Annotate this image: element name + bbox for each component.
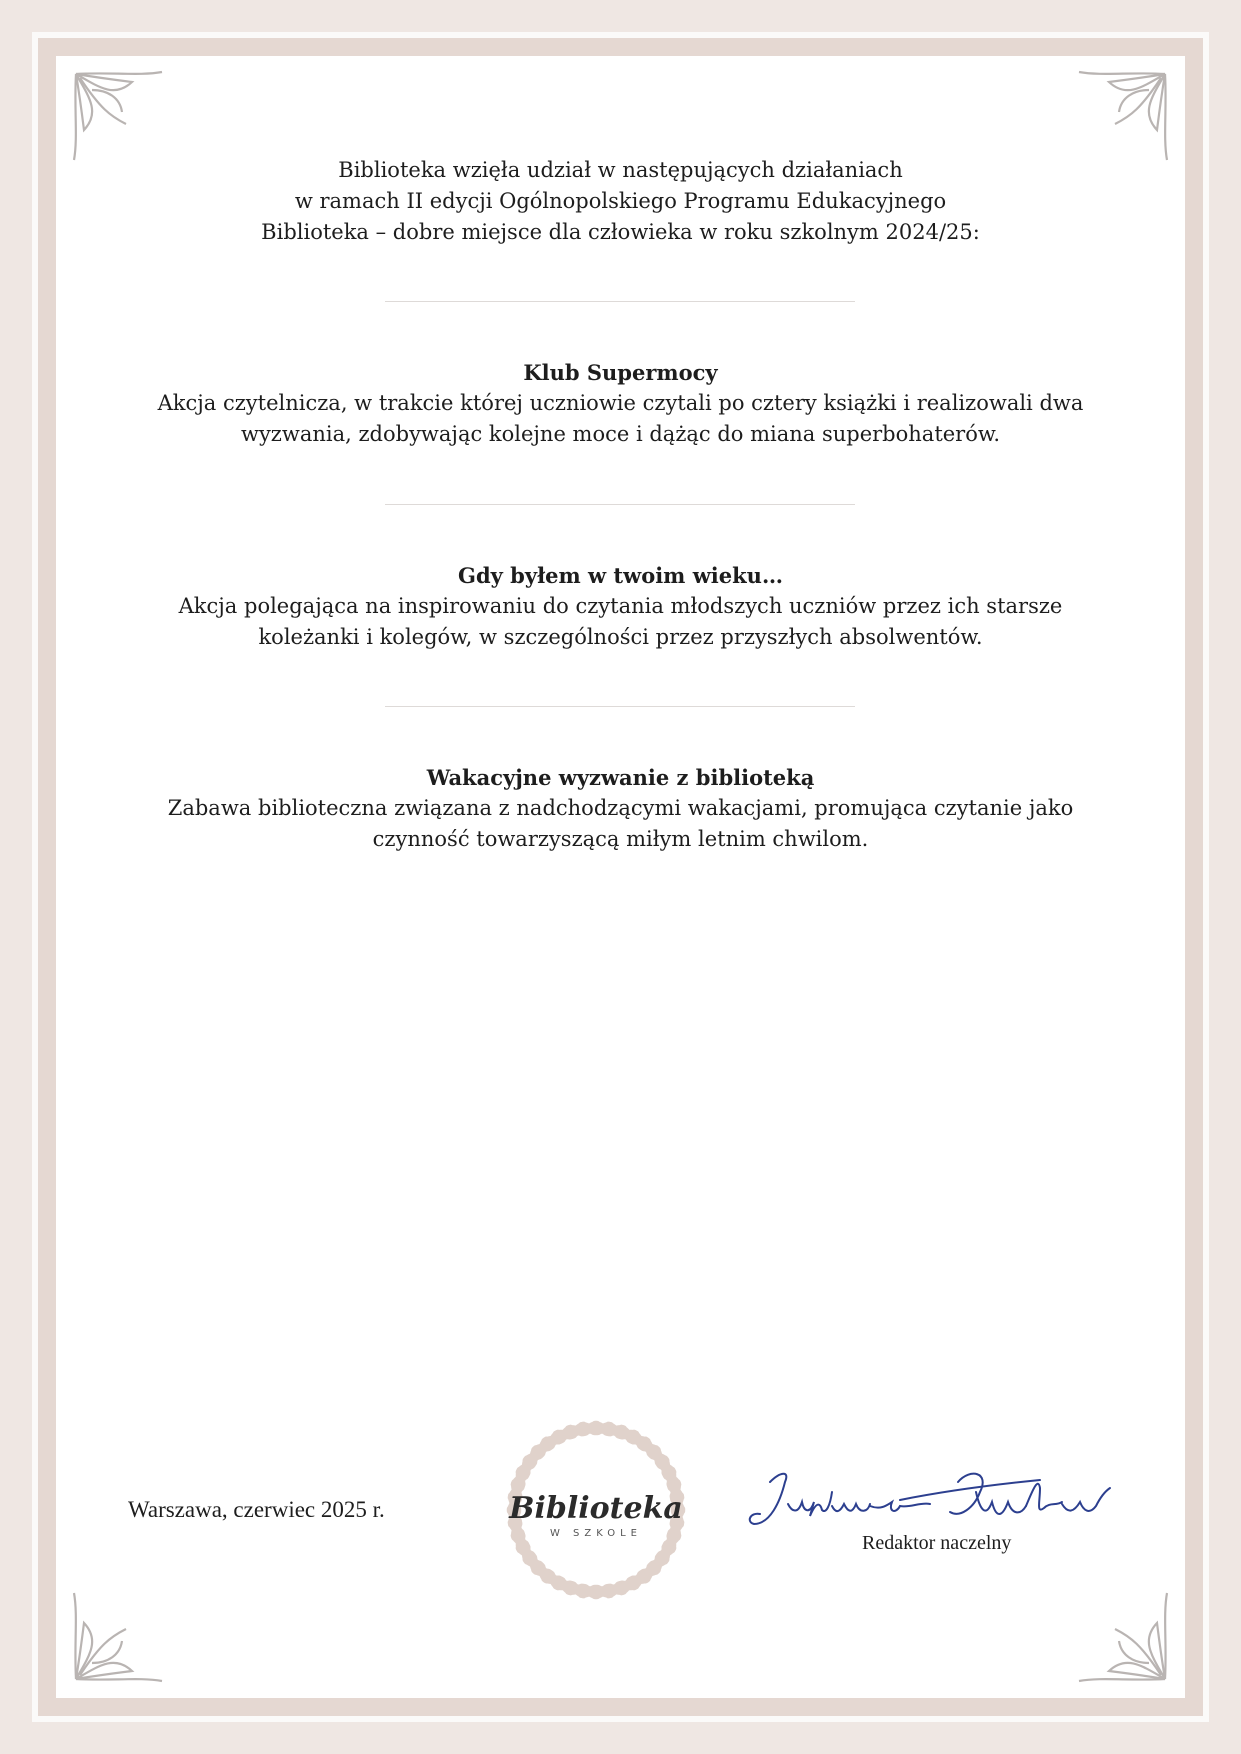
- activity-section: [130, 560, 1111, 653]
- activity-description: wyzwania, zdobywając kolejne moce i dążąc do miana superbohaterów.: [240, 422, 1001, 446]
- divider: [385, 301, 855, 302]
- divider: [385, 504, 855, 505]
- corner-ornament-bottom-right-icon: [1071, 1585, 1171, 1685]
- seal-logo: [486, 1400, 706, 1620]
- seal-title: Biblioteka: [509, 1491, 683, 1526]
- activity-section: [130, 357, 1111, 450]
- intro-line: Biblioteka wzięła udział w następujących działaniach: [338, 158, 903, 182]
- activity-title: Gdy byłem w twoim wieku…: [458, 563, 783, 588]
- intro-text: [120, 155, 1121, 248]
- intro-line: w ramach II edycji Ogólnopolskiego Programu Edukacyjnego: [294, 189, 947, 213]
- activity-description: Zabawa biblioteczna związana z nadchodzącymi wakacjami, promująca czytanie jako: [167, 796, 1074, 820]
- intro-line: Biblioteka – dobre miejsce dla człowieka w roku szkolnym 2024/25:: [261, 220, 980, 244]
- activity-description: czynność towarzyszącą miłym letnim chwilom.: [372, 827, 869, 851]
- seal-subtitle: W SZKOLE: [549, 1528, 643, 1539]
- corner-ornament-top-left-icon: [70, 68, 170, 168]
- activity-description: koleżanki i kolegów, w szczególności przez przyszłych absolwentów.: [258, 625, 983, 649]
- activity-description: Akcja czytelnicza, w trakcie której uczniowie czytali po cztery książki i realizowali dwa: [157, 391, 1084, 415]
- corner-ornament-bottom-left-icon: [70, 1585, 170, 1685]
- place-date: Warszawa, czerwiec 2025 r.: [128, 1497, 385, 1522]
- signature-role: Redaktor naczelny: [862, 1532, 1012, 1554]
- divider: [385, 706, 855, 707]
- activity-description: Akcja polegająca na inspirowaniu do czytania młodszych uczniów przez ich starsze: [178, 594, 1063, 618]
- activity-title: Wakacyjne wyzwanie z biblioteką: [426, 765, 815, 790]
- activity-section: [130, 762, 1111, 855]
- corner-ornament-top-right-icon: [1071, 68, 1171, 168]
- signature: [740, 1462, 1120, 1532]
- activity-title: Klub Supermocy: [523, 360, 718, 385]
